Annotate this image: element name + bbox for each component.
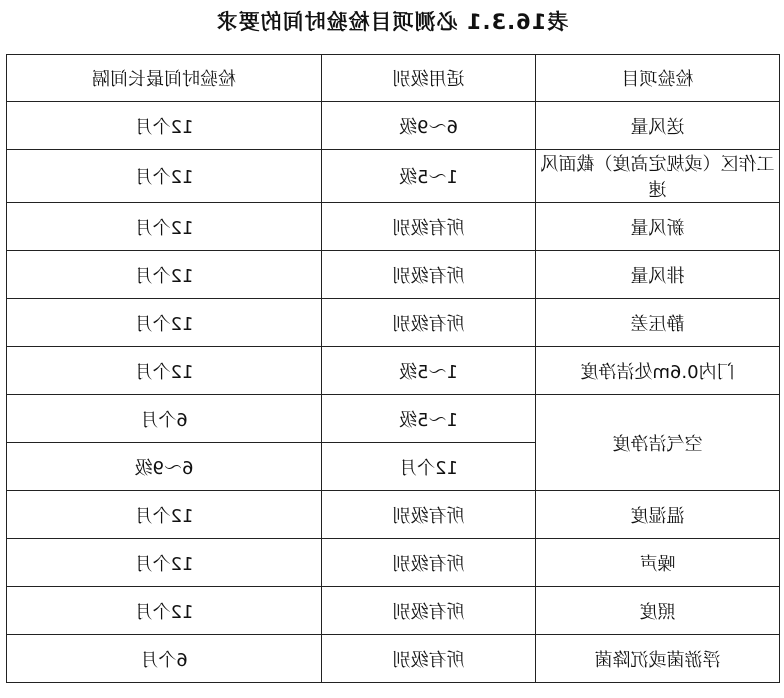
table-row: [7, 150, 780, 203]
cell-interval: 6～9级: [7, 443, 322, 491]
cell-interval: 12个月: [7, 299, 322, 347]
cell-interval: 12个月: [7, 203, 322, 251]
table-row: [7, 539, 780, 587]
cell-level: 1～5级: [322, 150, 536, 203]
table-row: [7, 491, 780, 539]
table-row: [7, 203, 780, 251]
cell-item: 浮游菌或沉降菌: [536, 635, 780, 683]
cell-interval: 12个月: [7, 539, 322, 587]
cell-item: 新风量: [536, 203, 780, 251]
cell-level: 所有级别: [322, 491, 536, 539]
table-row: [7, 251, 780, 299]
table-row: [7, 299, 780, 347]
cell-item: 温湿度: [536, 491, 780, 539]
cell-interval: 12个月: [7, 251, 322, 299]
cell-interval: 12个月: [7, 587, 322, 635]
cell-interval: 6个月: [7, 635, 322, 683]
cell-item: 静压差: [536, 299, 780, 347]
table-row: [7, 587, 780, 635]
header-level: 适用级别: [322, 55, 536, 102]
table-header-row: [7, 55, 780, 102]
cell-level: 12个月: [322, 443, 536, 491]
cell-item: 送风量: [536, 102, 780, 150]
cell-interval: 12个月: [7, 347, 322, 395]
table-row: [7, 102, 780, 150]
cell-level: 所有级别: [322, 251, 536, 299]
cell-level: 所有级别: [322, 539, 536, 587]
cell-level: 1～5级: [322, 347, 536, 395]
cell-item: 照度: [536, 587, 780, 635]
cell-item: 门内0.6m处洁净度: [536, 347, 780, 395]
cell-level: 所有级别: [322, 203, 536, 251]
table-row: [7, 347, 780, 395]
cell-level: 6～9级: [322, 102, 536, 150]
cell-interval: 12个月: [7, 102, 322, 150]
header-interval: 检验时间最长间隔: [7, 55, 322, 102]
cell-interval: 12个月: [7, 150, 322, 203]
cell-interval: 12个月: [7, 491, 322, 539]
cell-level: 所有级别: [322, 587, 536, 635]
header-item: 检验项目: [536, 55, 780, 102]
cell-level: 所有级别: [322, 299, 536, 347]
inspection-table: [6, 54, 780, 683]
cell-level: 所有级别: [322, 635, 536, 683]
table-title: 表16.3.1 必测项目检验时间的要求: [215, 10, 569, 34]
cell-interval: 6个月: [7, 395, 322, 443]
cell-level: 1～5级: [322, 395, 536, 443]
cell-item: 噪声: [536, 539, 780, 587]
cell-item: 排风量: [536, 251, 780, 299]
cell-item: 工作区（或规定高度）截面风速: [536, 150, 780, 203]
table-row: [7, 635, 780, 683]
cell-item-air-cleanliness: 空气洁净度: [536, 395, 780, 491]
table-row: [7, 395, 780, 443]
